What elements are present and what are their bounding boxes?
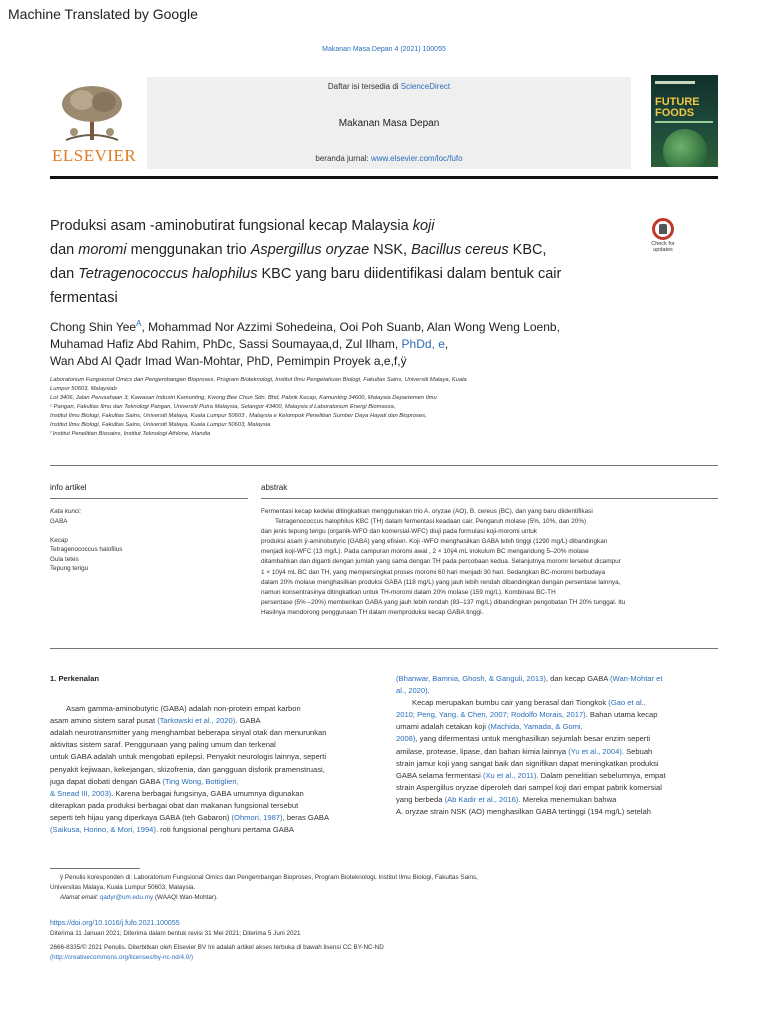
body-text: juga dapat diobati dengan GABA: [50, 776, 163, 786]
body-line: [50, 800, 380, 812]
affiliation-line: ᶜ Pangan, Fakultas Ilmu dan Teknologi Pangan, Universiti Putra Malaysia, Selangor 43400, Malaysia d Laboratorium Energi Biomassa,: [50, 404, 396, 410]
title-line-3a: dan: [50, 266, 79, 282]
bookmark-icon: [652, 218, 674, 240]
abstract-line: persentase (5% –20%) memberikan GABA yang jauh lebih rendah (83–137 mg/L) dibandingkan pengobatan TH 20% tunggal. Itu: [261, 598, 626, 606]
check-for-updates-label: Check for updates: [651, 241, 675, 253]
citation-link[interactable]: (Gao et al.,: [608, 698, 646, 708]
body-line: [396, 746, 718, 758]
body-text: . Karena berbagai fungsinya, GABA umumnya digunakan: [111, 788, 304, 798]
article-info-heading: info artikel: [50, 483, 87, 492]
citation-link[interactable]: (Saikusa, Horino, & Mori, 1994): [50, 825, 156, 835]
citation-link[interactable]: (Xu et al., 2011): [482, 770, 537, 780]
sciencedirect-link[interactable]: ScienceDirect: [400, 82, 451, 91]
keyword: Gula tetes: [50, 555, 79, 563]
contents-prefix: Daftar isi tersedia di: [327, 82, 401, 91]
title-line-2d: KBC,: [508, 242, 547, 258]
header-rule: [50, 176, 718, 179]
section-divider: [50, 465, 718, 466]
body-line: [396, 697, 718, 709]
check-for-updates-button[interactable]: [648, 218, 678, 254]
body-line: [50, 715, 380, 727]
author[interactable]: , Mohammad Nor Azzimi Sohedeina: [141, 320, 333, 334]
body-line: [50, 751, 380, 763]
body-text: strain Aspergillus oryzae diperoleh dari sampel koji dari empat pabrik komersial: [396, 782, 662, 792]
body-text: . Bahan utama kecap: [585, 710, 658, 720]
journal-reference[interactable]: Makanan Masa Depan 4 (2021) 100055: [322, 46, 446, 53]
abstract-line: Hasilnya mendorong penggunaan TH dalam memproduksi kecap GABA tinggi.: [261, 608, 484, 616]
keywords-list: [50, 517, 122, 574]
body-text: Kecap merupakan bumbu cair yang berasal dari Tiongkok: [412, 698, 609, 708]
author-list: [50, 315, 690, 370]
keyword: Tetragenococcus halofilus: [50, 546, 123, 553]
body-text: . GABA: [235, 716, 261, 726]
body-text: A. oryzae strain NSK (AO) menghasilkan GABA tertinggi (194 mg/L) setelah: [396, 807, 651, 817]
body-text: umami adalah cetakan koji: [396, 722, 489, 732]
abstract-line: 1 × 10ÿ4 mL BC dan TH, yang mempersingkat proses moromi 60 hari menjadi 30 hari. Sedangkan BC-moromi berbudaya: [261, 568, 606, 576]
body-line: [396, 733, 718, 745]
footnote-rule: [50, 868, 140, 869]
homepage-link[interactable]: www.elsevier.com/loc/fufo: [371, 154, 463, 163]
section-heading-introduction: 1. Perkenalan: [50, 674, 99, 683]
body-line: [396, 806, 718, 818]
abstract-body: [261, 507, 716, 618]
citation-link[interactable]: (Machida, Yamada, & Gomi,: [488, 722, 583, 732]
author[interactable]: , Ooi Poh Suanb: [332, 320, 421, 334]
article-info-rule: [50, 498, 248, 499]
title-line-1: Produksi asam -aminobutirat fungsional kecap Malaysia: [50, 218, 413, 234]
body-text: .: [427, 686, 430, 696]
affiliation-line: Institut Ilmu Biologi, Fakultas Sains, Universiti Malaya, Kuala Lumpur 50603, Malaysia: [50, 422, 271, 428]
citation-link[interactable]: (Ohmori, 1987): [231, 812, 283, 822]
column-lines: [50, 703, 380, 836]
author-affiliation-marker[interactable]: A: [136, 319, 142, 328]
body-line: [396, 794, 718, 806]
citation-link[interactable]: (Wan-Mohtar et: [610, 674, 663, 683]
abstract-rule: [261, 498, 718, 499]
title-italic-bacillus: Bacillus cereus: [411, 242, 509, 258]
abstract-heading: abstrak: [261, 483, 288, 492]
body-line: [396, 770, 718, 782]
title-line-4: fermentasi: [50, 290, 118, 306]
body-text: diterapkan pada produksi berbagai obat dan makanan fungsional tersebut: [50, 800, 299, 810]
elsevier-tree-icon: [56, 82, 128, 142]
cover-subtitle-bar: [655, 121, 713, 123]
body-text: Asam gamma-aminobutyric (GABA) adalah non-protein empat karbon: [66, 704, 301, 714]
body-text: seperti teh hijau yang diperkaya GABA (teh Gabaron): [50, 812, 232, 822]
affiliation-line: Lot 3406, Jalan Perusahaan 3, Kawasan Industri Kamunting, Kwong Bee Chun Sdn. Bhd. Pabrik Kecap, Kamunting 34600, Malaysia Departemen Ilmu: [50, 395, 437, 401]
body-text: , dan kecap GABA: [545, 674, 611, 683]
abstract-line: produksi asam ÿ-aminobutyric (GABA) yang efisien. Koji -WFO menghasilkan GABA lebih tinggi (1290 mg/L) dibandingkan: [261, 538, 608, 546]
publication-info: [50, 919, 718, 963]
body-text: asam amino sistem saraf pusat: [50, 716, 158, 726]
abstract-line: dan jenis tepung terigu (organik-WFO dan komersial-WFC) diuji pada formulasi koji-moromi untuk: [261, 528, 537, 536]
keywords-label: Kata kunci:: [50, 508, 82, 515]
body-text: , yang difermentasi untuk menghasilkan sejumlah besar enzim seperti: [415, 734, 651, 744]
title-line-2c: NSK,: [369, 242, 412, 258]
title-line-2b: menggunakan trio: [126, 242, 251, 258]
license-statement: 2666-8335/© 2021 Penulis. Diterbitkan oleh Elsevier BV Ini adalah artikel akses terbuka di bawah lisensi CC BY-NC-ND: [50, 944, 384, 951]
machine-translation-banner: Machine Translated by Google: [8, 6, 198, 22]
affiliation-line: ᶠ Institut Penelitian Biosains, Institut Teknologi Athlone, Irlandia: [50, 431, 211, 437]
body-text: penyakit kejiwaan, kekejangan, skizofrenia, dan gangguan disforik pramenstruasi,: [50, 764, 325, 774]
elsevier-wordmark: ELSEVIER: [52, 146, 137, 165]
email-owner: (WAAQI Wan-Mohtar).: [153, 894, 218, 901]
body-text: strain jamur koji yang sangat baik dan signifikan dapat meningkatkan produksi: [396, 758, 659, 768]
license-link[interactable]: (http://creativecommons.org/licenses/by-nc-nd/4.0/): [50, 954, 194, 961]
affiliations: [50, 376, 700, 439]
journal-homepage: [147, 154, 631, 163]
author-corresponding[interactable]: Wan Abd Al Qadr Imad Wan-Mohtar, PhD, Pemimpin Proyek a,e,f,ÿ: [50, 354, 407, 368]
abstract-line: Tetragenococcus halophilus KBC (TH) dalam fermentasi keadaan cair. Pengaruh molase (5%, 10%, dan 20%): [275, 518, 587, 526]
citation-link[interactable]: (Yu et al., 2004): [568, 746, 622, 756]
title-line-3b: KBC yang baru diidentifikasi dalam bentuk cair: [257, 266, 562, 282]
citation-link[interactable]: (Ab Kadir et al., 2016): [444, 794, 519, 804]
citation-link[interactable]: al., 2020): [396, 686, 428, 696]
email-label: Alamat email:: [60, 894, 100, 901]
title-line-2a: dan: [50, 242, 79, 258]
keyword: GABA: [50, 518, 68, 525]
author-separator: ,: [444, 337, 449, 351]
journal-title: Makanan Masa Depan: [338, 118, 440, 129]
body-line: [50, 788, 380, 800]
homepage-prefix: beranda jurnal:: [315, 154, 371, 163]
abstract-line: dalam 20% molase menghasilkan produksi GABA (118 mg/L) yang jauh lebih rendah dibandingkan dengan persentase lainnya,: [261, 578, 621, 586]
abstract-line: menjadi koji-WFC (13 mg/L). Pada campuran moromi awal , 2 × 10ÿ4 mL inokulum BC mengandung 5–20% molase: [261, 548, 589, 556]
body-line: [396, 709, 718, 721]
abstract-end-rule: [50, 648, 718, 649]
abstract-line: namun konsentrasinya ditingkatkan untuk TH-moromi dalam 20% molase (159 mg/L). Kombinasi BC-TH: [261, 588, 556, 596]
cover-title: FUTURE FOODS: [655, 96, 700, 119]
author-affiliation-link[interactable]: PhDd, e: [401, 337, 445, 351]
publication-dates: Diterima 11 Januari 2021; Diterima dalam bentuk revisi 31 Mei 2021; Diterima 5 Juni 2021: [50, 930, 301, 937]
article-title: [50, 214, 630, 310]
body-line: [396, 782, 718, 794]
author[interactable]: Chong Shin Yee: [50, 320, 137, 334]
affiliation-line: Institut Ilmu Biologi, Fakultas Sains, Universiti Malaya, Kuala Lumpur 50603 , Malaysia e Kelompok Penelitian Sumber Daya Hayati dan Bioproses,: [50, 413, 427, 419]
contents-available: [147, 82, 631, 91]
body-text: aktivitas sistem saraf. Penggunaan yang paling umum dan terkenal: [50, 740, 276, 750]
abstract-line: ditambahkan dan diganti dengan jumlah yang sama dengan TH pada percobaan kedua. Selanjutnya moromi tersebut dicampur: [261, 558, 621, 566]
email-link[interactable]: qadyr@um.edu.my: [99, 894, 154, 901]
footnote-line: ÿ Penulis koresponden di: Laboratorium Fungsional Omics dan Pengembangan Bioproses, Program Bioteknologi, Institut Ilmu Biologi, Fakultas Sains,: [60, 874, 478, 881]
citation-link[interactable]: 2010; Peng, Yang, & Chen, 2007; Rodolfo Morais, 2017): [396, 710, 586, 720]
citation-link[interactable]: & Snead III, 2003): [50, 788, 112, 798]
corresponding-author-footnote: [50, 873, 718, 903]
author[interactable]: , Sassi Soumayaa,d: [232, 337, 339, 351]
author[interactable]: , Zul Ilham,: [338, 337, 402, 351]
keyword: Tepung terigu: [50, 565, 89, 572]
body-line: [50, 703, 380, 715]
affiliation-line: Lumpur 50603, Malaysiab: [50, 386, 117, 392]
body-text: . roti fungsional penghuni pertama GABA: [155, 825, 294, 835]
author[interactable]: , Alan Wong Weng Loenb,: [420, 320, 560, 334]
elsevier-logo[interactable]: [50, 80, 137, 166]
body-text: . Dalam penelitian sebelumnya, empat: [536, 770, 666, 780]
body-line: [50, 764, 380, 776]
body-column-right: [396, 673, 718, 818]
citation-link[interactable]: (Ting Wong, Bottiglieri,: [162, 776, 239, 786]
body-text: , beras GABA: [282, 812, 330, 822]
body-line: [396, 673, 718, 685]
body-text: adalah neurotransmitter yang menghambat beberapa sinyal otak dan menurunkan: [50, 728, 327, 738]
body-text: untuk GABA adalah untuk mengobati epilepsi. Penyakit neurologis lainnya, seperti: [50, 752, 327, 762]
citation-link[interactable]: 2008): [396, 734, 416, 744]
body-column-left: [50, 673, 380, 836]
title-italic-aspergillus: Aspergillus oryzae: [250, 242, 370, 258]
footnote-line: Universitas Malaya, Kuala Lumpur 50603, Malaysia.: [50, 884, 196, 891]
body-line: [396, 758, 718, 770]
author[interactable]: Muhamad Hafiz Abd Rahim, PhDc: [50, 337, 233, 351]
title-italic-koji: koji: [412, 218, 435, 234]
abstract-line: Fermentasi kecap kedelai ditingkatkan menggunakan trio A. oryzae (AO), B. cereus (BC), dan yang baru diidentifikasi: [261, 508, 593, 515]
body-text: GABA selama fermentasi: [396, 770, 483, 780]
body-line: [50, 776, 380, 788]
journal-cover-image[interactable]: [651, 75, 718, 167]
body-line: [396, 685, 718, 697]
cover-globe: [663, 129, 707, 167]
cover-top-bar: [655, 81, 695, 84]
citation-link[interactable]: (Tarkowski et al., 2020): [157, 716, 236, 726]
body-text: yang berbeda: [396, 794, 445, 804]
citation-link[interactable]: (Bhanwar, Bamnia, Ghosh, & Ganguli, 2013): [396, 674, 546, 683]
column-lines: [396, 673, 718, 818]
body-text: amilase, protease, lipase, dan bahan kimia lainnya: [396, 746, 569, 756]
affiliation-line: Laboratorium Fungsional Omics dan Pengembangan Bioproses, Program Bioteknologi, Institut Ilmu Pengetahuan Biologi, Fakultas Sains, Universiti Malaya, Kuala: [50, 377, 467, 383]
body-line: [50, 812, 380, 824]
title-italic-tetragenococcus: Tetragenococcus halophilus: [78, 266, 258, 282]
body-line: [50, 824, 380, 836]
body-line: [50, 739, 380, 751]
keyword: Kecap: [50, 536, 68, 544]
title-italic-moromi: moromi: [78, 242, 127, 258]
body-line: [50, 727, 380, 739]
body-line: [396, 721, 718, 733]
body-text: . Sebuah: [621, 746, 653, 756]
body-text: . Mereka menemukan bahwa: [518, 794, 617, 804]
doi-link[interactable]: https://doi.org/10.1016/j.fufo.2021.100055: [50, 920, 180, 927]
